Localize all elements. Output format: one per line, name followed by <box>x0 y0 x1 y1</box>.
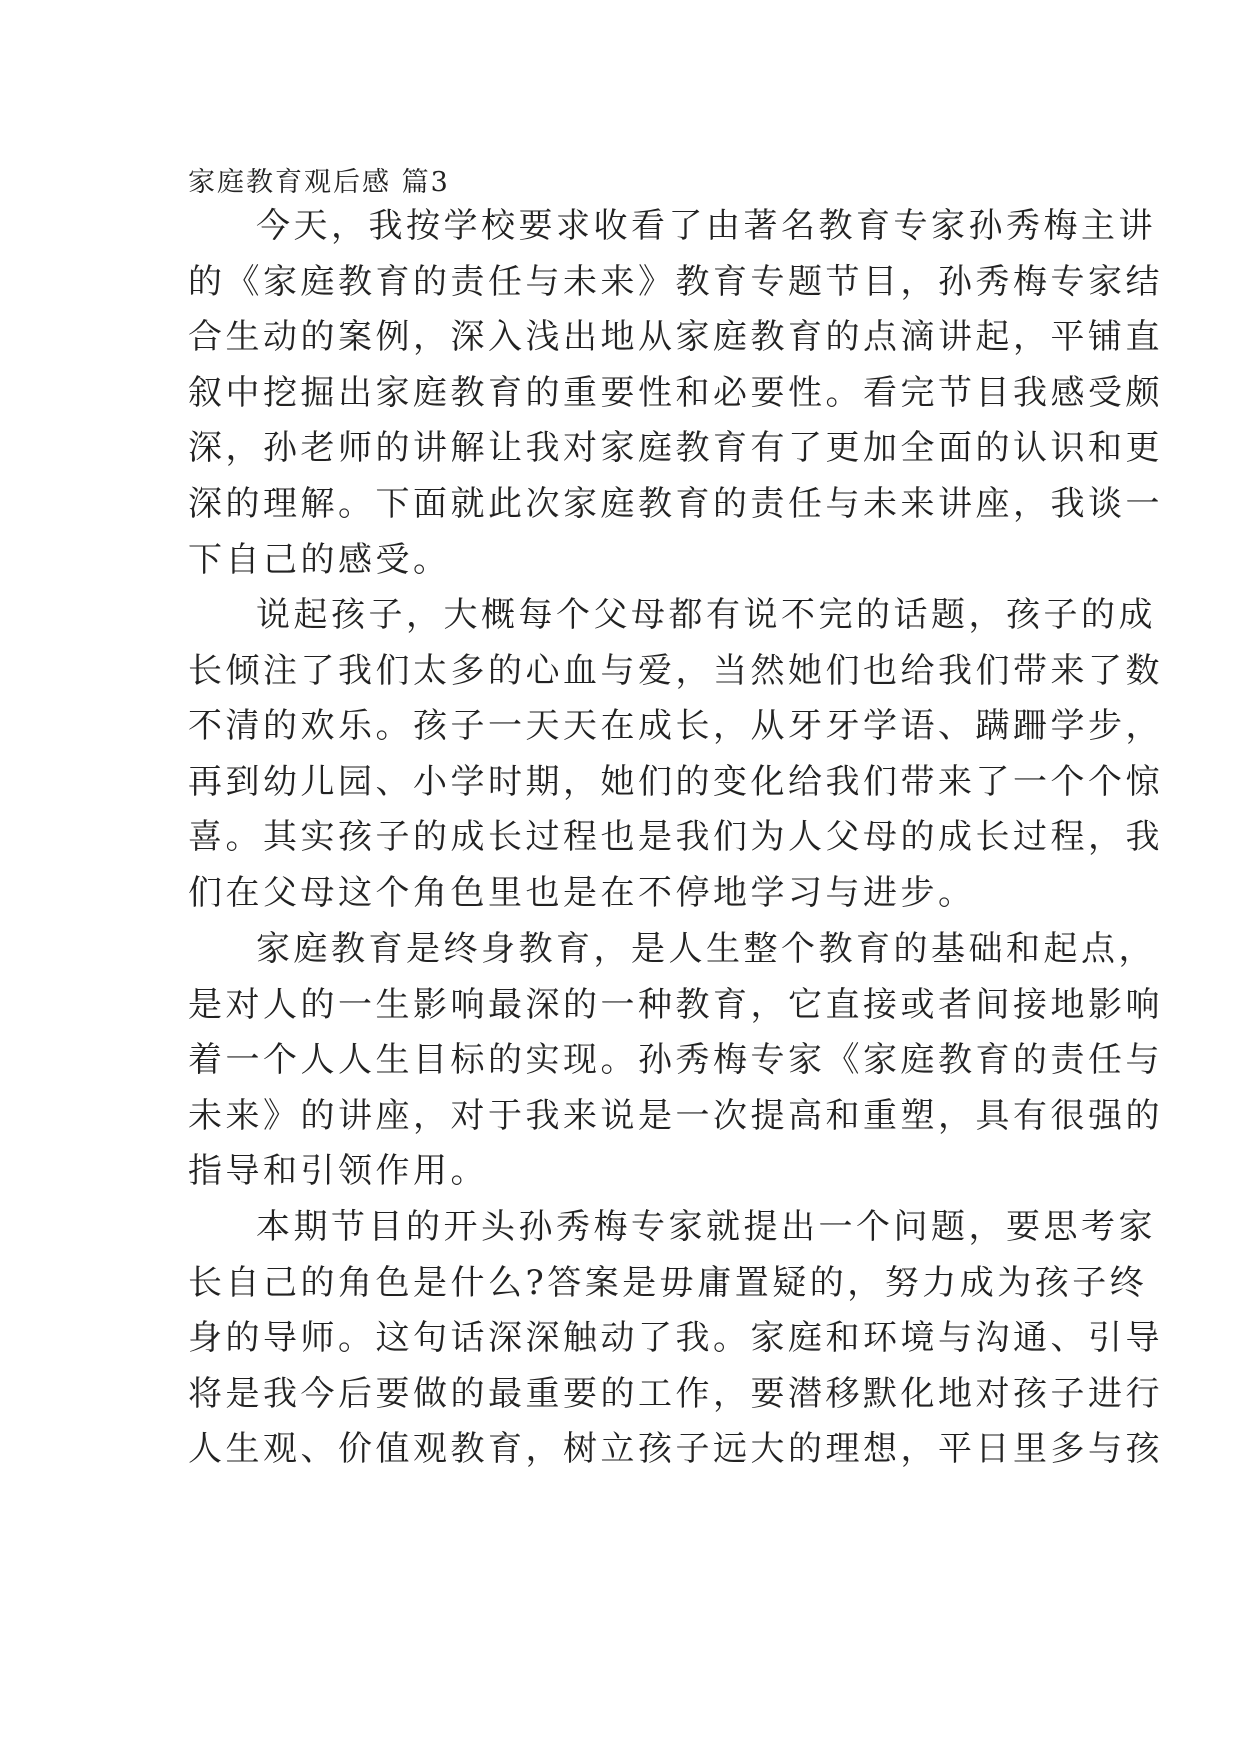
paragraph-line: 未来》的讲座，对于我来说是一次提高和重塑，具有很强的 <box>188 1095 1163 1136</box>
paragraph-line: 们在父母这个角色里也是在不停地学习与进步。 <box>188 872 976 913</box>
paragraph-4 <box>188 1200 1163 1478</box>
paragraph-line: 喜。其实孩子的成长过程也是我们为人父母的成长过程，我 <box>188 817 1163 858</box>
paragraph-line: 深的理解。下面就此次家庭教育的责任与未来讲座，我谈一 <box>188 483 1163 524</box>
paragraph-1 <box>188 199 1163 588</box>
paragraph-line: 长倾注了我们太多的心血与爱，当然她们也给我们带来了数 <box>188 650 1163 691</box>
paragraph-line: 不清的欢乐。孩子一天天在成长，从牙牙学语、蹒跚学步， <box>188 706 1163 747</box>
paragraph-line: 家庭教育是终身教育，是人生整个教育的基础和起点， <box>256 929 1156 969</box>
paragraph-line: 着一个人人生目标的实现。孙秀梅专家《家庭教育的责任与 <box>188 1040 1163 1081</box>
paragraph-line: 深，孙老师的讲解让我对家庭教育有了更加全面的认识和更 <box>188 428 1163 469</box>
paragraph-line: 下自己的感受。 <box>188 539 451 580</box>
paragraph-line: 将是我今后要做的最重要的工作，要潜移默化地对孩子进行 <box>188 1373 1163 1414</box>
paragraph-line: 的《家庭教育的责任与未来》教育专题节目，孙秀梅专家结 <box>188 261 1163 302</box>
document-title: 家庭教育观后感 篇3 <box>188 167 450 198</box>
paragraph-line: 本期节目的开头孙秀梅专家就提出一个问题，要思考家 <box>256 1207 1156 1247</box>
paragraph-3 <box>188 922 1163 1200</box>
paragraph-line: 人生观、价值观教育，树立孩子远大的理想，平日里多与孩 <box>188 1429 1163 1470</box>
paragraph-2 <box>188 588 1163 922</box>
paragraph-line: 是对人的一生影响最深的一种教育，它直接或者间接地影响 <box>188 984 1163 1025</box>
paragraph-line: 长自己的角色是什么?答案是毋庸置疑的，努力成为孩子终 <box>188 1262 1148 1303</box>
paragraph-line: 叙中挖掘出家庭教育的重要性和必要性。看完节目我感受颇 <box>188 372 1163 413</box>
paragraph-line: 指导和引领作用。 <box>188 1151 488 1192</box>
paragraph-line: 今天，我按学校要求收看了由著名教育专家孙秀梅主讲 <box>256 206 1156 246</box>
paragraph-line: 身的导师。这句话深深触动了我。家庭和环境与沟通、引导 <box>188 1318 1163 1359</box>
paragraph-line: 再到幼儿园、小学时期，她们的变化给我们带来了一个个惊 <box>188 761 1163 802</box>
paragraph-line: 合生动的案例，深入浅出地从家庭教育的点滴讲起，平铺直 <box>188 317 1163 358</box>
paragraph-line: 说起孩子，大概每个父母都有说不完的话题，孩子的成 <box>256 595 1156 635</box>
